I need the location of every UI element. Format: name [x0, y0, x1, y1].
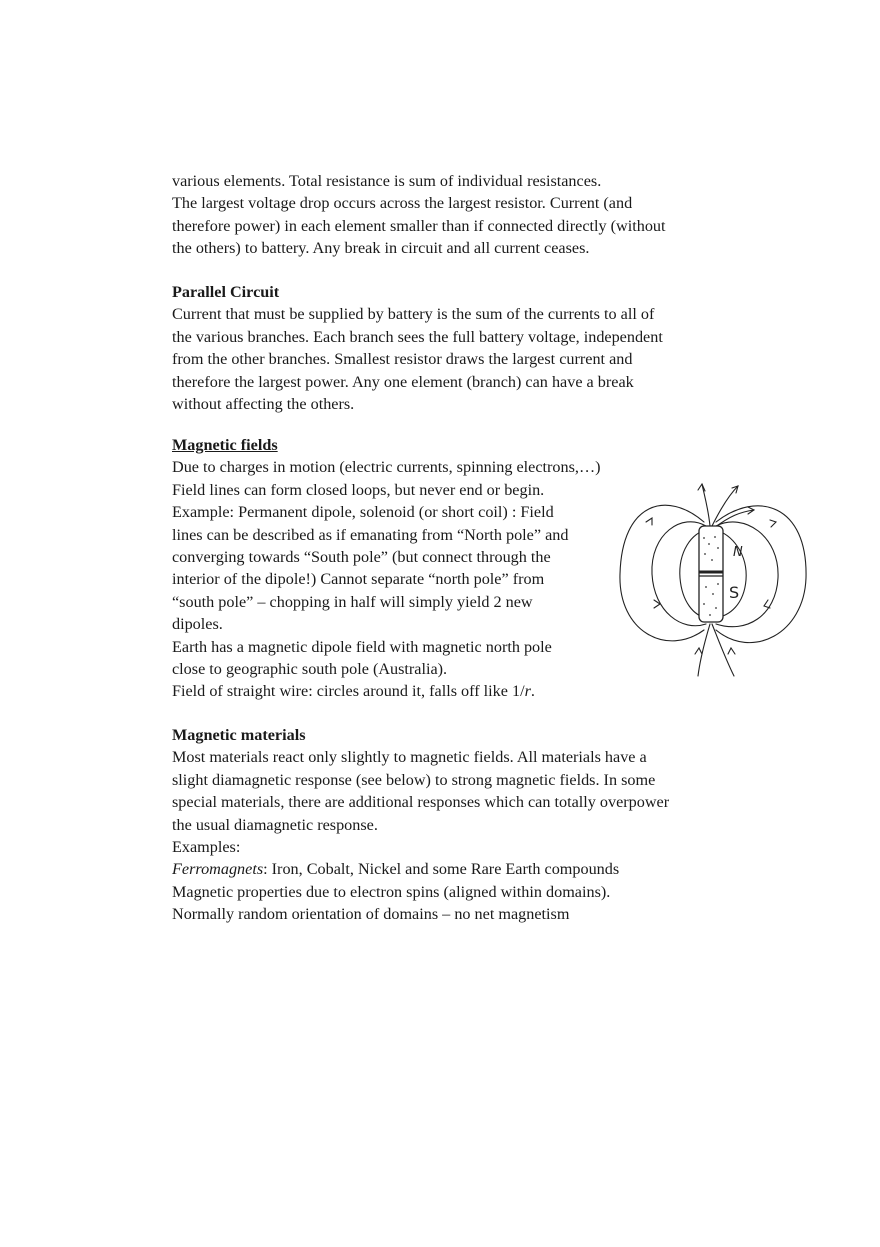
section-heading: Magnetic fields	[172, 436, 278, 454]
north-pole-label: N	[733, 545, 743, 560]
paragraph-line: “south pole” – chopping in half will simply yield 2 new	[172, 592, 533, 611]
ferromagnets-term: Ferromagnets	[172, 860, 264, 879]
wire-line-text: Field of straight wire: circles around it, falls off like 1/	[172, 682, 525, 701]
paragraph-line: interior of the dipole!) Cannot separate “north pole” from	[172, 570, 545, 589]
paragraph-line: lines can be described as if emanating from “North pole” and	[172, 525, 569, 544]
arrowhead	[646, 518, 652, 525]
paragraph-line: therefore power) in each element smaller than if connected directly (without	[172, 216, 666, 235]
arrowhead	[698, 484, 705, 491]
paragraph-line: Most materials react only slightly to magnetic fields. All materials have a	[172, 748, 647, 767]
paragraph-line: the various branches. Each branch sees the full battery voltage, independent	[172, 327, 663, 346]
paragraph-line: the usual diamagnetic response.	[172, 815, 378, 834]
magnetic-materials-section	[172, 724, 732, 926]
paragraph-line: dipoles.	[172, 615, 223, 634]
wire-line-variable: r	[524, 682, 531, 701]
parallel-circuit-section	[172, 281, 732, 415]
paragraph-line: from the other branches. Smallest resistor draws the largest current and	[172, 350, 633, 369]
wire-line-period: .	[530, 682, 535, 701]
paragraph-line	[172, 858, 732, 880]
section-heading: Magnetic materials	[172, 726, 306, 744]
arrowhead	[695, 648, 702, 654]
series-circuit-text	[172, 170, 732, 260]
south-pole-label: S	[729, 583, 740, 602]
paragraph-line	[172, 680, 732, 702]
paragraph-line: without affecting the others.	[172, 395, 355, 414]
field-line	[702, 484, 710, 526]
field-line	[712, 624, 734, 676]
field-line	[716, 522, 778, 627]
arrowhead	[728, 648, 735, 654]
section-heading: Parallel Circuit	[172, 283, 280, 301]
paragraph-line: Due to charges in motion (electric currents, spinning electrons,…)	[172, 458, 601, 477]
paragraph-line: converging towards “South pole” (but connect through the	[172, 548, 551, 567]
paragraph-line: therefore the largest power. Any one element (branch) can have a break	[172, 372, 634, 391]
paragraph-line: slight diamagnetic response (see below) to strong magnetic fields. In some	[172, 770, 656, 789]
arrowhead	[770, 520, 776, 527]
paragraph-line: Current that must be supplied by battery is the sum of the currents to all of	[172, 305, 655, 324]
field-line	[652, 522, 706, 626]
paragraph-line: the others) to battery. Any break in circuit and all current ceases.	[172, 239, 590, 258]
paragraph-line: special materials, there are additional responses which can totally overpower	[172, 793, 670, 812]
paragraph-line: Normally random orientation of domains – no net magnetism	[172, 905, 570, 924]
field-line	[716, 506, 806, 643]
field-line	[620, 505, 704, 641]
paragraph-line: Earth has a magnetic dipole field with magnetic north pole	[172, 637, 552, 656]
ferromagnets-examples: : Iron, Cobalt, Nickel and some Rare Earth compounds	[263, 860, 620, 879]
paragraph-line: Field lines can form closed loops, but never end or begin.	[172, 480, 545, 499]
paragraph-line: Example: Permanent dipole, solenoid (or short coil) : Field	[172, 503, 554, 522]
paragraph-line: close to geographic south pole (Australia).	[172, 660, 448, 679]
paragraph-line: Examples:	[172, 838, 241, 857]
paragraph-line: Magnetic properties due to electron spins (aligned within domains).	[172, 882, 611, 901]
magnet-bar	[699, 526, 723, 622]
paragraph-line: The largest voltage drop occurs across the largest resistor. Current (and	[172, 194, 633, 213]
dipole-field-sketch	[612, 482, 810, 678]
paragraph-line: various elements. Total resistance is sum of individual resistances.	[172, 172, 602, 190]
